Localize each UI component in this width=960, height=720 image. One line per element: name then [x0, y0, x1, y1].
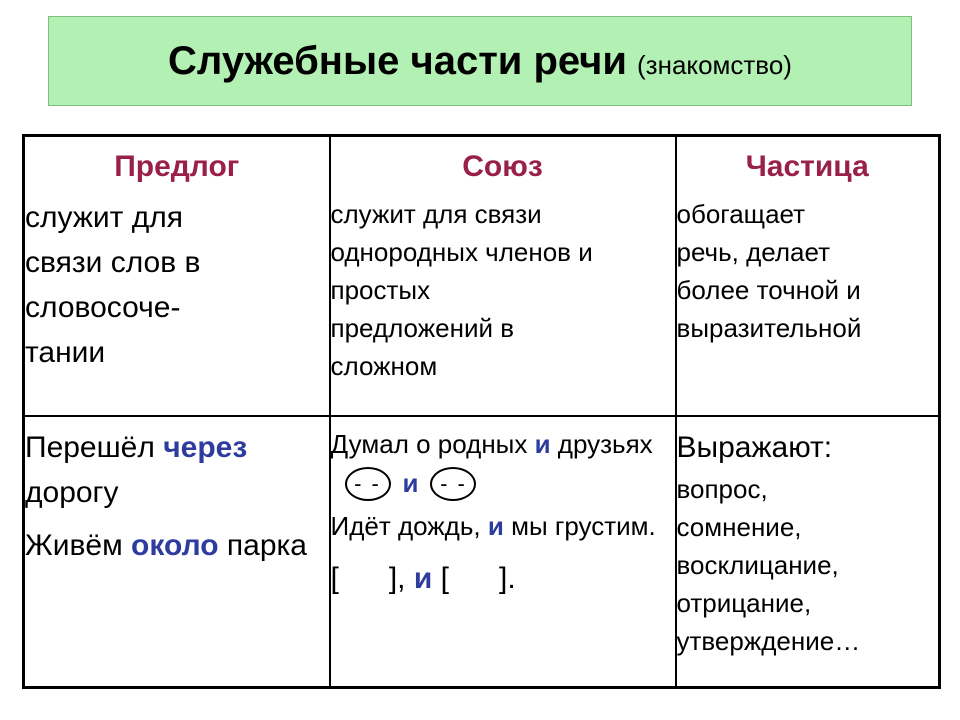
definition-line: однородных членов и — [330, 237, 593, 267]
particle-examples-title: Выражают: — [676, 430, 833, 464]
keyword-conjunction: и — [534, 428, 551, 459]
example-text: Идёт дождь, — [330, 510, 488, 541]
example-text: мы грустим. — [503, 510, 656, 541]
example-text: друзьях — [550, 428, 653, 459]
definition-line: словосоче- — [25, 291, 181, 324]
definition-line: простых — [330, 275, 431, 305]
clause-bracket-right: [ ]. — [440, 561, 516, 595]
member-oval-right: - - — [430, 467, 476, 501]
column-header-particle: Частица — [745, 150, 869, 183]
particle-definition — [677, 195, 939, 347]
page-subtitle: (знакомство) — [637, 49, 792, 80]
preposition-definition-cell — [24, 136, 330, 416]
preposition-examples-cell — [24, 416, 330, 688]
preposition-example-1 — [25, 425, 329, 515]
list-item: отрицание, — [676, 587, 812, 618]
preposition-example-2 — [25, 523, 329, 568]
definition-line: служит для связи — [330, 199, 542, 229]
definition-line: служит для — [25, 201, 183, 234]
member-oval-left: - - — [345, 467, 391, 501]
homogeneous-members-scheme — [345, 467, 675, 501]
examples-row — [24, 416, 940, 688]
particle-examples-cell — [676, 416, 940, 688]
example-text: Перешёл — [25, 430, 164, 464]
list-item: утверждение… — [676, 625, 861, 656]
page-title: Служебные части речи — [168, 38, 627, 83]
definition-line: тании — [25, 336, 106, 369]
complex-sentence-scheme — [331, 559, 675, 599]
definition-line: сложном — [330, 351, 438, 381]
definition-line: связи слов в — [25, 246, 201, 279]
definition-line: более точной и — [676, 275, 861, 305]
keyword-preposition: через — [163, 430, 248, 464]
scheme-conjunction: и — [402, 468, 419, 498]
example-text: Думал о родных — [330, 428, 535, 459]
conjunction-example-2 — [331, 507, 675, 545]
conjunction-definition — [331, 195, 675, 385]
column-header-preposition: Предлог — [114, 150, 240, 183]
list-item: сомнение, — [676, 511, 802, 542]
parts-of-speech-table — [22, 134, 941, 689]
example-text: дорогу — [25, 475, 119, 509]
particle-examples-list — [677, 470, 939, 660]
conjunction-example-1 — [331, 425, 675, 463]
definition-line: предложений в — [330, 313, 515, 343]
preposition-definition — [25, 195, 329, 375]
definition-row — [24, 136, 940, 416]
keyword-preposition: около — [131, 528, 219, 562]
definition-line: речь, делает — [676, 237, 830, 267]
example-text: парка — [218, 528, 307, 562]
title-banner — [48, 16, 912, 106]
conjunction-definition-cell — [330, 136, 676, 416]
list-item: вопрос, — [676, 473, 768, 504]
definition-line: выразительной — [676, 313, 862, 343]
column-header-conjunction: Союз — [462, 150, 543, 183]
keyword-conjunction: и — [487, 510, 504, 541]
particle-definition-cell — [676, 136, 940, 416]
definition-line: обогащает — [676, 199, 806, 229]
conjunction-examples-cell — [330, 416, 676, 688]
clause-bracket-left: [ ], — [330, 561, 406, 595]
example-text: Живём — [25, 528, 132, 562]
list-item: восклицание, — [676, 549, 839, 580]
scheme-conjunction: и — [413, 561, 433, 595]
